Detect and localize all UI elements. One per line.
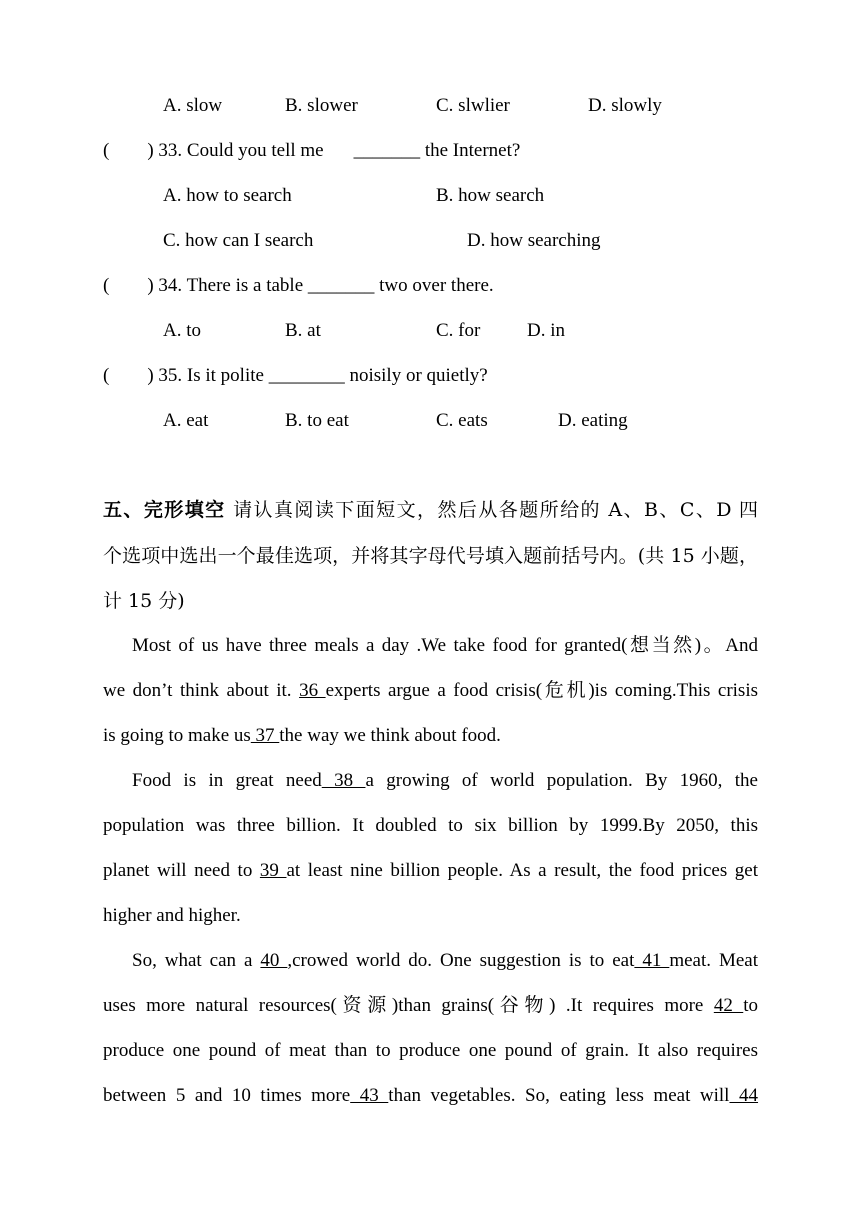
passage-text: higher and higher. [103,905,241,926]
passage-text: uses more natural resources(资源)than grains(谷物) .It requires more [103,995,704,1016]
q35-stem-b: noisily or quietly? [349,365,488,386]
section-instructions-line3 [103,589,185,613]
q32-option-d: D. slowly [588,95,662,116]
section-instructions-line1 [103,498,758,522]
q33-stem-b: the Internet? [424,140,521,161]
q35-stem-a: 35. Is it polite [158,365,264,386]
q35-option-b: B. to eat [285,410,349,431]
question-34 [103,274,494,298]
blank-36: 36 [299,680,326,701]
passage-text: produce one pound of meat than to produce one pound of grain. It also requires [103,1040,758,1061]
passage-p1-line1 [132,634,758,658]
blank-37: 37 [250,725,280,746]
section-heading: 五、完形填空 [103,499,226,521]
passage-p3-line1 [132,949,758,973]
passage-text: ,crowed world do. One suggestion is to eat [287,950,635,971]
passage-text: a growing of world population. By 1960, the [365,770,758,791]
passage-text: experts argue a food crisis(危机)is coming.This crisis [325,680,759,701]
passage-p2-line2 [103,814,758,838]
passage-p1-line3 [103,724,501,748]
blank-41: 41 [634,950,670,971]
passage-text: is going to make us [103,725,251,746]
q33-option-b: B. how search [436,185,545,206]
blank-39: 39 [259,860,287,881]
passage-p3-line2 [103,994,758,1018]
passage-p2-line4 [103,904,241,928]
q32-option-c: C. slwlier [436,95,510,116]
passage-p2-line1 [132,769,758,793]
passage-text: between 5 and 10 times more [103,1085,351,1106]
blank-42: 42 [713,995,744,1016]
q33-stem-a: 33. Could you tell me [158,140,324,161]
blank-43: 43 [350,1085,389,1106]
section-instructions-text2: 个选项中选出一个最佳选项，并将其字母代号填入题前括号内。(共 15 小题， [103,545,758,567]
answer-paren-open: ( [103,275,110,296]
answer-paren-close: ) [147,275,154,296]
q34-option-c: C. for [436,320,481,341]
blank-40: 40 [260,950,288,971]
q35-option-c: C. eats [436,410,488,431]
section-instructions-text1: 请认真阅读下面短文，然后从各题所给的 A、B、C、D 四 [233,499,758,521]
q34-option-a: A. to [163,320,201,341]
section-instructions-line2 [103,544,758,568]
passage-text: Food is in great need [132,770,322,791]
q33-option-c: C. how can I search [163,230,314,251]
passage-p1-line2 [103,679,758,703]
blank-44: 44 [729,1085,759,1106]
passage-text: at least nine billion people. As a result, the food prices get [286,860,759,881]
passage-p3-line4 [103,1084,758,1108]
q34-blank: _______ [307,275,375,296]
q34-stem-a: 34. There is a table [158,275,304,296]
question-35 [103,364,488,388]
passage-text: than vegetables. So, eating less meat will [388,1085,730,1106]
question-33 [103,139,520,163]
q33-blank: _______ [353,140,421,161]
answer-paren-close: ) [147,140,154,161]
answer-paren-close: ) [147,365,154,386]
answer-paren-open: ( [103,365,110,386]
passage-text: the way we think about food. [279,725,501,746]
q34-option-b: B. at [285,320,321,341]
passage-text: meat. Meat [669,950,759,971]
q34-stem-b: two over there. [379,275,494,296]
passage-text: to [743,995,759,1016]
q34-option-d: D. in [527,320,565,341]
q35-option-d: D. eating [558,410,628,431]
q35-option-a: A. eat [163,410,209,431]
section-instructions-text3: 计 15 分) [103,590,185,612]
passage-p2-line3 [103,859,758,883]
q33-option-d: D. how searching [467,230,601,251]
blank-38: 38 [321,770,366,791]
passage-text: we don’t think about it. [103,680,292,701]
passage-text: planet will need to [103,860,253,881]
passage-text: Most of us have three meals a day .We take food for granted(想当然)。And [132,635,758,656]
q32-option-a: A. slow [163,95,223,116]
q35-blank: ________ [268,365,345,386]
q33-option-a: A. how to search [163,185,292,206]
passage-text: population was three billion. It doubled to six billion by 1999.By 2050, this [103,815,758,836]
answer-paren-open: ( [103,140,110,161]
passage-p3-line3 [103,1039,758,1063]
passage-text: So, what can a [132,950,253,971]
q32-option-b: B. slower [285,95,358,116]
